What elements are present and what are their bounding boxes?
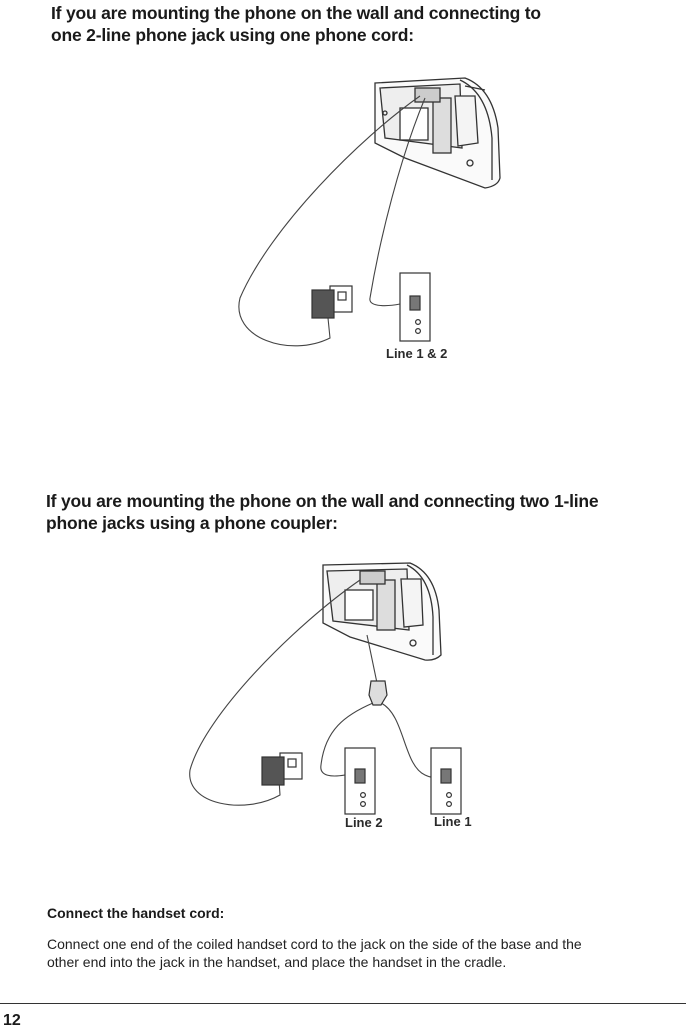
power-adapter xyxy=(262,753,302,785)
subheading-handset-cord: Connect the handset cord: xyxy=(47,905,225,921)
footer-divider xyxy=(0,1003,686,1004)
instruction-line: Connect one end of the coiled handset cord to the jack on the side of the base and the xyxy=(47,936,582,952)
diagram-single-jack xyxy=(230,68,530,368)
wall-jack-line-1 xyxy=(431,748,461,814)
wall-mount-coupler-illustration xyxy=(185,555,485,845)
instruction-line: other end into the jack in the handset, and place the handset in the cradle. xyxy=(47,954,507,970)
heading-line: one 2-line phone jack using one phone cord: xyxy=(51,25,414,45)
phone-base-wall-mounted xyxy=(323,563,441,660)
wall-mount-illustration xyxy=(230,68,530,368)
jack-label-line-2: Line 2 xyxy=(345,815,383,830)
section-heading-two-jacks xyxy=(46,490,656,534)
power-adapter xyxy=(312,286,352,318)
diagram-two-jacks xyxy=(185,555,485,845)
wall-jack-line-1-2 xyxy=(400,273,430,341)
phone-coupler xyxy=(369,681,387,705)
section-heading-single-jack xyxy=(51,2,611,46)
jack-label-line-1: Line 1 xyxy=(434,814,472,829)
heading-line: phone jacks using a phone coupler: xyxy=(46,513,338,533)
page-number: 12 xyxy=(3,1012,21,1029)
heading-line: If you are mounting the phone on the wall and connecting two 1-line xyxy=(46,491,599,511)
instruction-paragraph xyxy=(47,935,647,971)
phone-base-wall-mounted xyxy=(375,78,500,188)
jack-label-line-1-2: Line 1 & 2 xyxy=(386,346,448,361)
wall-jack-line-2 xyxy=(345,748,375,814)
heading-line: If you are mounting the phone on the wall and connecting to xyxy=(51,3,541,23)
